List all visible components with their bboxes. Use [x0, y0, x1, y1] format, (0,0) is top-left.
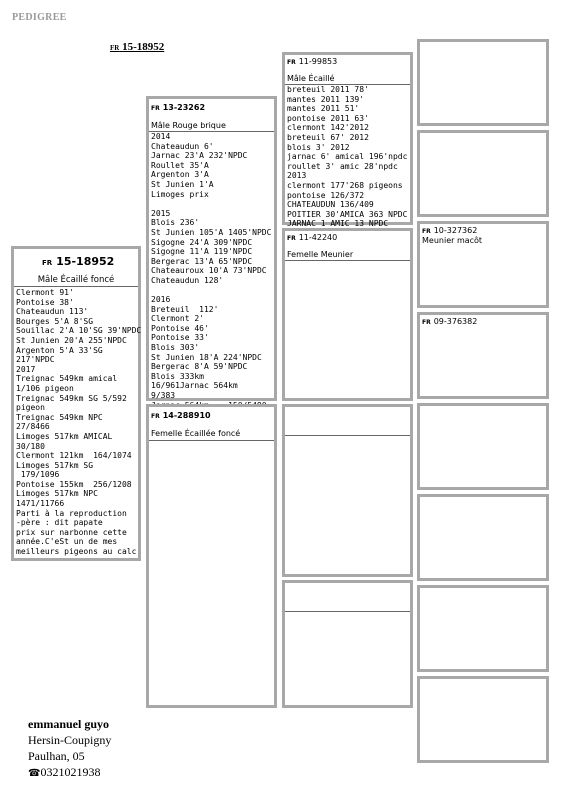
- result-line: -père : dit papate: [16, 518, 103, 528]
- result-line: année.C'eSt un de mes: [16, 537, 118, 547]
- result-line: prix sur narbonne cette: [16, 527, 127, 537]
- result-line: Treignac 549km SG 5/592: [16, 393, 127, 403]
- g3-card-4-ring: [422, 317, 477, 326]
- g3-card-3-description: Meunier macôt: [422, 236, 483, 245]
- result-line: Sigogne 11'A 119'NPDC: [151, 247, 253, 257]
- result-line: Pontoise 33': [151, 333, 209, 343]
- result-line: blois 3' 2012: [287, 142, 350, 152]
- result-line: Blois 236': [151, 218, 200, 228]
- result-line: 179/1096: [16, 470, 60, 480]
- country-code: FR: [151, 413, 160, 420]
- owner-name: emmanuel guyo: [28, 717, 109, 731]
- country-code: FR: [422, 319, 431, 326]
- result-line: 16/961Jarnac 564km: [151, 381, 238, 391]
- result-line: 9/383: [151, 391, 176, 401]
- country-code: FR: [287, 59, 296, 66]
- result-line: roullet 3' amic 28'npdc: [287, 161, 398, 171]
- dam-sire-card: [282, 404, 413, 577]
- result-line: breteuil 67' 2012: [287, 132, 369, 142]
- result-line: pontoise 2011 63': [287, 113, 369, 123]
- result-line: Bergerac 13'A 65'NPDC: [151, 256, 253, 266]
- sire-sire-results: [287, 85, 410, 229]
- ring-number: 13-23262: [162, 103, 206, 112]
- result-line: 2017: [16, 364, 36, 374]
- ring-number: 10-327362: [433, 226, 478, 235]
- result-line: 30/180: [16, 441, 45, 451]
- result-line: Clermont 91': [16, 288, 74, 297]
- result-line: POITIER 30'AMICA 363 NPDC: [287, 209, 408, 219]
- result-line: St Junien 20'A 255'NPDC: [16, 335, 127, 345]
- result-line: 217'NPDC: [16, 355, 55, 365]
- result-line: St Junien 1'A: [151, 179, 214, 189]
- country-code: FR: [110, 44, 120, 52]
- result-line: Argenton 5'A 33'SG: [16, 345, 103, 355]
- result-line: Limoges prix: [151, 189, 209, 199]
- owner-address-2: Paulhan, 05: [28, 749, 85, 763]
- result-line: 1/106 pigeon: [16, 383, 74, 393]
- result-line: Argenton 3'A: [151, 170, 209, 180]
- sire-dam-ring: [287, 233, 337, 242]
- ring-number: 11-99853: [298, 57, 338, 66]
- ring-number: 09-376382: [433, 317, 478, 326]
- result-line: Souillac 2'A 10'SG 39'NPDC: [16, 326, 142, 336]
- result-line: Limoges 517km AMICAL: [16, 431, 113, 441]
- subject-description: Mâle Écaillé foncé: [37, 275, 115, 285]
- ring-number: 14-288910: [162, 411, 211, 420]
- result-line: 2014: [151, 132, 171, 141]
- telephone-icon: ☎: [28, 768, 41, 779]
- result-line: Blois 303': [151, 343, 200, 353]
- result-line: pigeon: [16, 403, 45, 413]
- result-line: Sigogne 24'A 309'NPDC: [151, 237, 253, 247]
- owner-phone: 0321021938: [40, 765, 101, 779]
- result-line: pontoise 126/372: [287, 190, 365, 200]
- subject-card: [11, 246, 141, 561]
- result-line: Treignac 549km NPC: [16, 412, 103, 422]
- result-line: Chateaudun 128': [151, 275, 224, 285]
- g3-card-4: [417, 312, 549, 399]
- dam-card: [146, 404, 277, 708]
- sire-dam-description: Femelle Meunier: [287, 250, 354, 259]
- owner-block: [28, 716, 111, 782]
- sire-ring: [151, 103, 205, 112]
- result-line: Clermont 2': [151, 314, 204, 324]
- g3-card-5: [417, 403, 549, 490]
- result-line: mantes 2011 51': [287, 104, 360, 114]
- sire-results: [151, 132, 274, 410]
- country-code: FR: [422, 228, 431, 235]
- ring-number: 15-18952: [56, 255, 115, 268]
- result-line: Limoges 517km SG: [16, 460, 94, 470]
- sire-sire-ring: [287, 57, 337, 66]
- result-line: Jarnac 23'A 232'NPDC: [151, 151, 248, 161]
- sire-card: [146, 96, 277, 401]
- g3-card-6: [417, 494, 549, 581]
- country-code: FR: [287, 235, 296, 242]
- result-line: Chateauroux 10'A 73'NPDC: [151, 266, 267, 276]
- result-line: jarnac 6' amical 196'npdc: [287, 152, 408, 162]
- result-line: Pontoise 38': [16, 297, 74, 307]
- result-line: 1471/11766: [16, 499, 65, 509]
- ring-number: 11-42240: [298, 233, 338, 242]
- result-line: Bourges 5'A 8'SG: [16, 316, 94, 326]
- result-line: St Junien 105'A 1405'NPDC: [151, 227, 272, 237]
- g3-card-3: [417, 221, 549, 308]
- result-line: Limoges 517km NPC: [16, 489, 98, 499]
- result-line: breteuil 2011 78': [287, 85, 369, 94]
- result-line: 2016: [151, 295, 171, 305]
- result-line: Parti à la reproduction: [16, 508, 127, 518]
- ring-number: 15-18952: [122, 41, 165, 53]
- result-line: Pontoise 46': [151, 323, 209, 333]
- country-code: FR: [151, 105, 160, 112]
- result-line: 2013: [287, 171, 307, 181]
- dam-dam-card: [282, 580, 413, 708]
- result-line: clermont 177'268 pigeons: [287, 180, 403, 190]
- sire-description: Mâle Rouge brique: [151, 121, 226, 130]
- dam-ring: [151, 411, 211, 420]
- sire-sire-card: [282, 52, 413, 229]
- result-line: Clermont 121km 164/1074: [16, 451, 132, 461]
- owner-address-1: Hersin-Coupigny: [28, 733, 112, 747]
- result-line: 27/8466: [16, 422, 50, 432]
- g3-card-1: [417, 39, 549, 126]
- result-line: meilleurs pigeons au calc: [16, 547, 137, 557]
- result-line: Pontoise 155km 256/1208: [16, 479, 132, 489]
- result-line: Roullet 35'A: [151, 160, 209, 170]
- subject-ring-heading: [110, 41, 164, 53]
- result-line: Chateaudun 6': [151, 141, 214, 151]
- owner-phone-row: [28, 764, 111, 782]
- subject-results: [16, 288, 142, 557]
- result-line: Bergerac 8'A 59'NPDC: [151, 362, 248, 372]
- result-line: Chateaudun 113': [16, 307, 89, 317]
- result-line: 2015: [151, 208, 171, 218]
- result-line: Treignac 549km amical: [16, 374, 118, 384]
- result-line: St Junien 18'A 224'NPDC: [151, 352, 262, 362]
- dam-description: Femelle Écaillée foncé: [151, 429, 241, 438]
- sire-dam-card: [282, 228, 413, 401]
- result-line: JARNAC 1 AMIC 13 NPDC: [287, 219, 389, 229]
- g3-card-7: [417, 585, 549, 672]
- g3-card-3-ring: [422, 226, 477, 235]
- result-line: Breteuil 112': [151, 304, 219, 314]
- page-title: PEDIGREE: [12, 12, 67, 23]
- g3-card-2: [417, 130, 549, 217]
- result-line: Blois 333km: [151, 371, 204, 381]
- g3-card-8: [417, 676, 549, 763]
- result-line: CHATEAUDUN 136/409: [287, 200, 374, 210]
- subject-ring: [42, 255, 114, 268]
- result-line: [151, 199, 274, 209]
- result-line: [151, 286, 274, 296]
- result-line: mantes 2011 139': [287, 94, 365, 104]
- result-line: clermont 142'2012: [287, 123, 369, 133]
- sire-sire-description: Mâle Écaillé: [287, 74, 335, 83]
- country-code: FR: [42, 259, 53, 267]
